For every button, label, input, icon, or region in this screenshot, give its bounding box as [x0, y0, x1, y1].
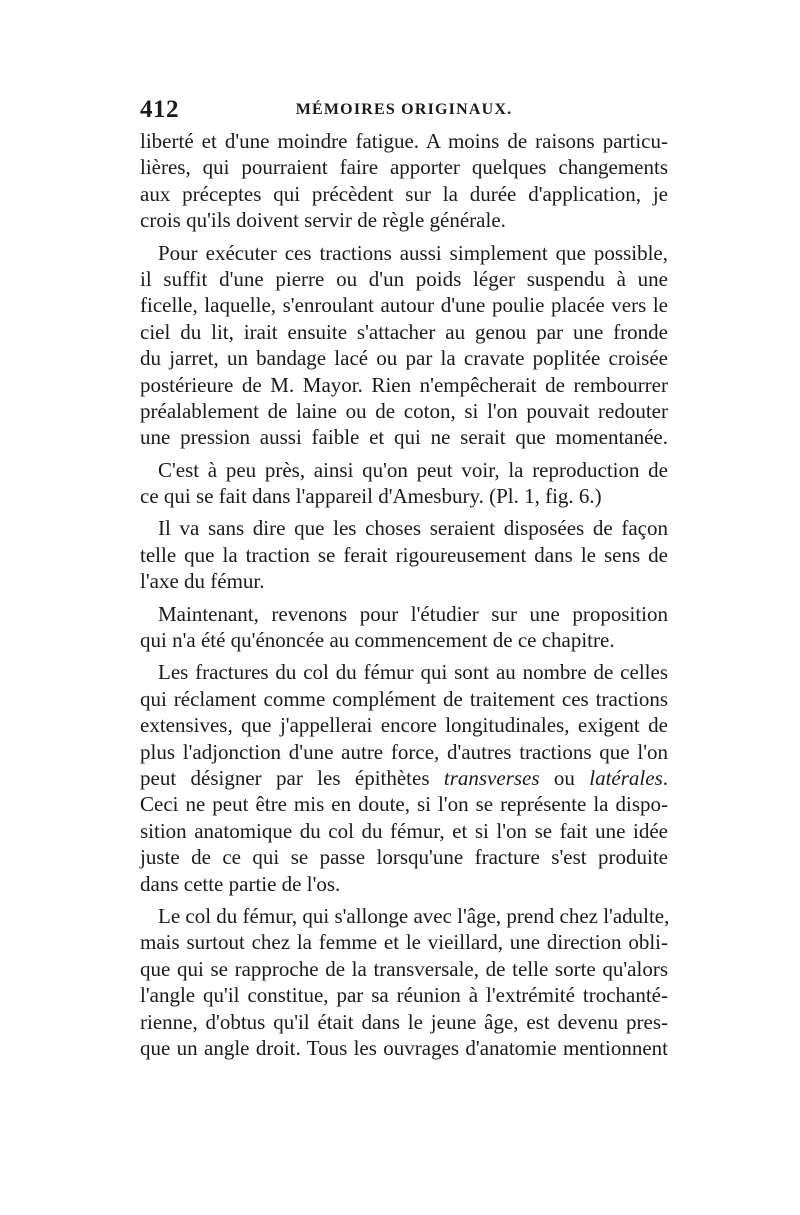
text-line: du jarret, un bandage lacé ou par la cravate poplitée croisée: [140, 346, 668, 371]
text-line: ce qui se fait dans l'appareil d'Amesbury. (Pl. 1, fig. 6.): [140, 484, 602, 509]
text-line: rienne, d'obtus qu'il était dans le jeune âge, est devenu pres-: [140, 1009, 668, 1034]
text-line: telle que la traction se ferait rigoureusement dans le sens de: [140, 542, 668, 567]
text-line: qui n'a été qu'énoncée au commencement de ce chapitre.: [140, 628, 615, 653]
text-line: ficelle, laquelle, s'enroulant autour d'une poulie placée vers le: [140, 293, 668, 318]
text-line: liberté et d'une moindre fatigue. A moins de raisons particu-: [140, 129, 668, 153]
text-line: C'est à peu près, ainsi qu'on peut voir, la reproduction de: [158, 457, 668, 482]
text-line: sition anatomique du col du fémur, et si l'on se fait une idée: [140, 818, 668, 843]
text-line: Ceci ne peut être mis en doute, si l'on se représente la dispo-: [140, 792, 668, 817]
text-line: une pression aussi faible et qui ne serait que momentanée.: [140, 425, 668, 450]
text-line: Maintenant, revenons pour l'étudier sur une proposition: [158, 601, 668, 626]
paragraph: [140, 240, 668, 451]
running-head: MÉMOIRES ORIGINAUX.: [295, 101, 513, 118]
italic-term: transverses: [443, 765, 540, 790]
text-line: Le col du fémur, qui s'allonge avec l'âge, prend chez l'adulte,: [158, 903, 670, 928]
paragraph: [140, 601, 668, 654]
paragraph: [140, 659, 668, 897]
text-line: juste de ce qui se passe lorsqu'une fracture s'est produite: [140, 845, 668, 870]
text-line: extensives, que j'appellerai encore longitudinales, exigent de: [140, 713, 668, 738]
paragraph: [140, 515, 668, 594]
text-line: Pour exécuter ces tractions aussi simplement que possible,: [158, 240, 668, 265]
text-run: peut désigner par les épithètes: [140, 765, 444, 790]
text-line: ciel du lit, irait ensuite s'attacher au genou par une fronde: [140, 319, 668, 344]
text-run: ou: [539, 765, 590, 790]
text-line: il suffit d'une pierre ou d'un poids léger suspendu à une: [140, 266, 668, 291]
text-line: que un angle droit. Tous les ouvrages d'anatomie mentionnent: [140, 1035, 668, 1060]
paragraph: [140, 457, 668, 510]
text-line: l'axe du fémur.: [140, 569, 265, 594]
page-number: 412: [140, 96, 179, 123]
italic-term: latérales: [589, 765, 663, 790]
paragraph: [140, 128, 668, 234]
text-line-with-italics: [140, 765, 668, 791]
text-line: préalablement de laine ou de coton, si l'on pouvait redouter: [140, 398, 668, 423]
text-line: Il va sans dire que les choses seraient disposées de façon: [158, 516, 668, 541]
text-line: dans cette partie de l'os.: [140, 871, 341, 896]
text-line: postérieure de M. Mayor. Rien n'empêcherait de rembourrer: [140, 372, 668, 397]
text-line: lières, qui pourraient faire apporter quelques changements: [140, 155, 668, 180]
text-line: plus l'adjonction d'une autre force, d'autres tractions que l'on: [140, 739, 668, 764]
text-run: .: [662, 765, 669, 790]
text-line: crois qu'ils doivent servir de règle générale.: [140, 208, 506, 233]
body-text: [140, 128, 668, 1061]
text-line: l'angle qu'il constitue, par sa réunion à l'extrémité trochanté-: [140, 983, 668, 1008]
text-line: Les fractures du col du fémur qui sont au nombre de celles: [158, 660, 668, 685]
text-line: aux préceptes qui précèdent sur la durée d'application, je: [140, 181, 668, 206]
text-line: mais surtout chez la femme et le vieillard, une direction obli-: [140, 930, 668, 955]
text-line: qui réclament comme complément de traitement ces tractions: [140, 686, 668, 711]
text-line: que qui se rapproche de la transversale, de telle sorte qu'alors: [140, 956, 668, 981]
paragraph: [140, 903, 668, 1061]
page-header: [140, 92, 668, 128]
